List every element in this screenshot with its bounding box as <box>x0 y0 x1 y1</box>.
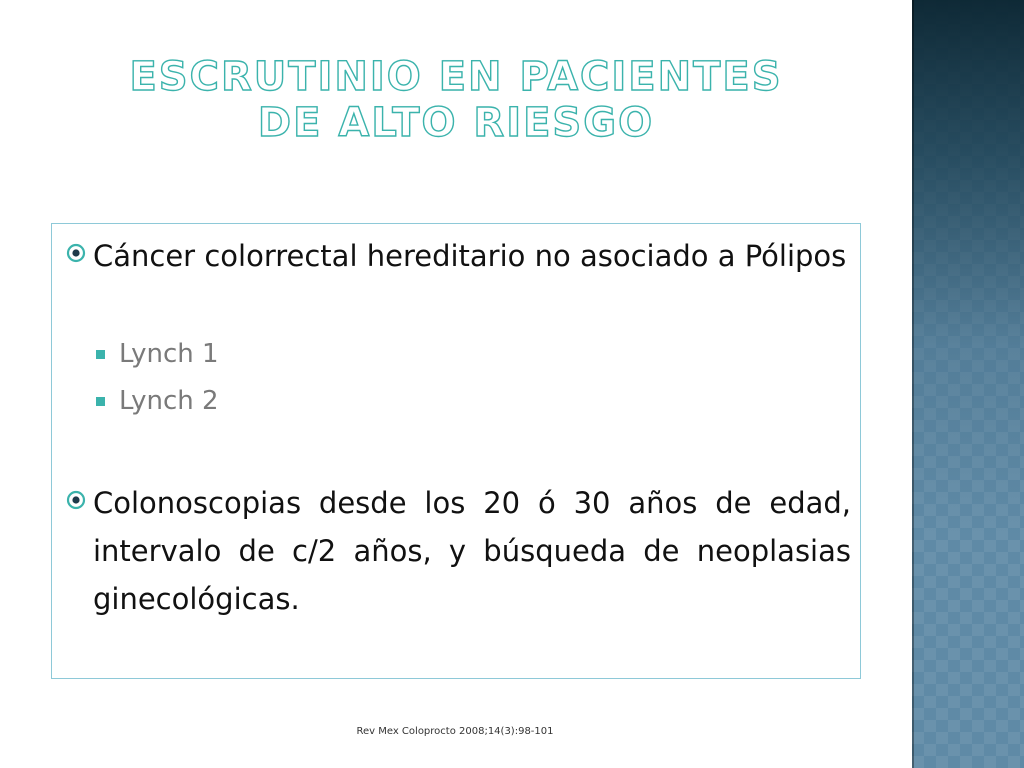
content-box <box>51 223 861 679</box>
side-panel-edge <box>912 0 914 768</box>
circled-dot-bullet-icon <box>65 489 87 511</box>
slide-title <box>100 54 812 146</box>
sub-bullet-item <box>96 334 219 374</box>
bullet-item <box>65 232 851 280</box>
bullet-item <box>65 479 851 623</box>
title-line-1: ESCRUTINIO EN PACIENTES <box>129 54 783 100</box>
sub-bullet-label: Lynch 1 <box>119 339 219 369</box>
square-bullet-icon <box>96 350 105 359</box>
bullet-text: Colonoscopias desde los 20 ó 30 años de edad, intervalo de c/2 años, y búsqueda de neoplasias ginecológicas. <box>93 486 851 616</box>
bullet-text: Cáncer colorrectal hereditario no asociado a Pólipos <box>93 239 847 273</box>
square-bullet-icon <box>96 397 105 406</box>
citation: Rev Mex Coloprocto 2008;14(3):98-101 <box>356 726 554 737</box>
sub-bullet-item <box>96 381 219 421</box>
sub-bullet-label: Lynch 2 <box>119 386 219 416</box>
decorative-side-panel <box>912 0 1024 768</box>
title-line-2: DE ALTO RIESGO <box>257 100 655 146</box>
circled-dot-bullet-icon <box>65 242 87 264</box>
